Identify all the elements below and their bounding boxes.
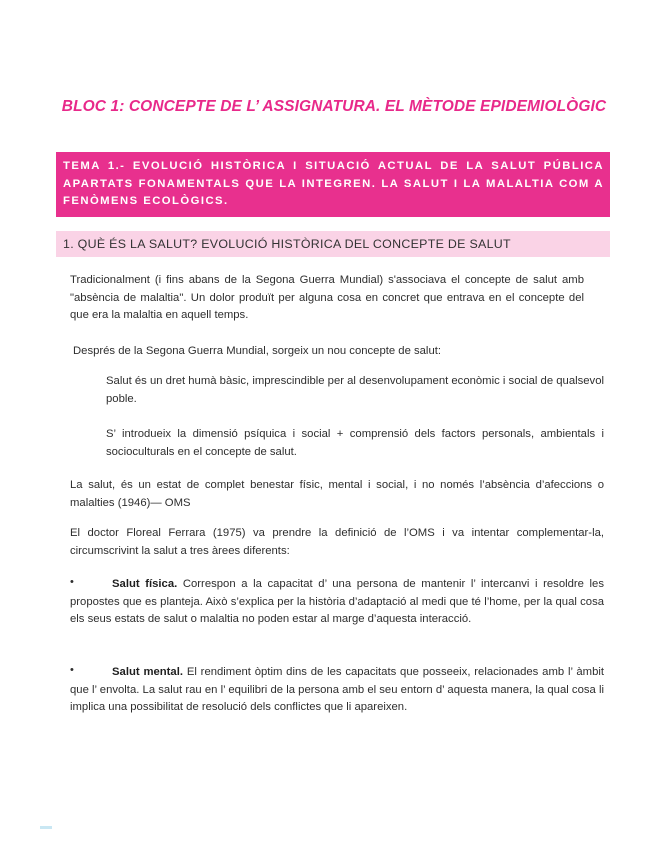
bullet-marker: • (70, 576, 74, 588)
tema-heading: TEMA 1.- EVOLUCIÓ HISTÒRICA I SITUACIÓ ACTUAL DE LA SALUT PÚBLICA APARTATS FONAMENTALS QUE LA INTEGREN. LA SALUT I LA MALALTIA COM A FENÒMENS ECOLÒGICS. (63, 160, 604, 207)
paragraph-psychic-dimension: S’ introdueix la dimensió psíquica i social + comprensió dels factors personals, ambientals i socioculturals en el concepte de salut. (106, 428, 604, 458)
page-corner-mark (40, 826, 52, 829)
tema-heading-box (56, 152, 610, 217)
bullet-physical-title: Salut física. (112, 578, 178, 590)
bullet-mental-health (70, 664, 604, 717)
section-heading-box (56, 231, 610, 257)
bullet-mental-text: El rendiment òptim dins de les capacitats que posseeix, relacionades amb l’ àmbit que l’ envolta. La salut rau en l’ equilibri de la persona amb el seu entorn d’ aquesta manera, la qual cosa li implica una possibilitat de resolució dels conflictes que li apareixen. (70, 666, 604, 713)
bloc-title: BLOC 1: CONCEPTE DE L’ ASSIGNATURA. EL MÈTODE EPIDEMIOLÒGIC (61, 98, 607, 115)
paragraph-oms-definition: La salut, és un estat de complet benestar físic, mental i social, i no només l’absència d’afeccions o malalties (1946)— OMS (70, 479, 604, 509)
bullet-marker: • (70, 664, 74, 676)
paragraph-ferrara: El doctor Floreal Ferrara (1975) va prendre la definició de l’OMS i va intentar complementar-la, circumscrivint la salut a tres àrees diferents: (70, 527, 604, 557)
paragraph-after-war: Després de la Segona Guerra Mundial, sorgeix un nou concepte de salut: (73, 345, 442, 357)
section-heading: 1. QUÈ ÉS LA SALUT? EVOLUCIÓ HISTÒRICA DEL CONCEPTE DE SALUT (63, 237, 511, 251)
bullet-mental-title: Salut mental. (112, 666, 183, 678)
bullet-physical-health (70, 576, 604, 629)
paragraph-basic-right: Salut és un dret humà bàsic, imprescindible per al desenvolupament econòmic i social de qualsevol poble. (106, 375, 604, 405)
paragraph-traditional: Tradicionalment (i fins abans de la Segona Guerra Mundial) s'associava el concepte de salut amb "absència de malaltia". Un dolor produït per alguna cosa en concret que entrava en el concepte del que era la malaltia en aquell temps. (70, 274, 584, 321)
bullet-physical-text: Correspon a la capacitat d’ una persona de mantenir l’ intercanvi i resoldre les propostes que es planteja. Això s’explica per la història d’adaptació al medi que té l’home, per la qual cosa els seus estats de salut o malaltia no poden estar al marge d’aquesta interacció. (70, 578, 604, 625)
